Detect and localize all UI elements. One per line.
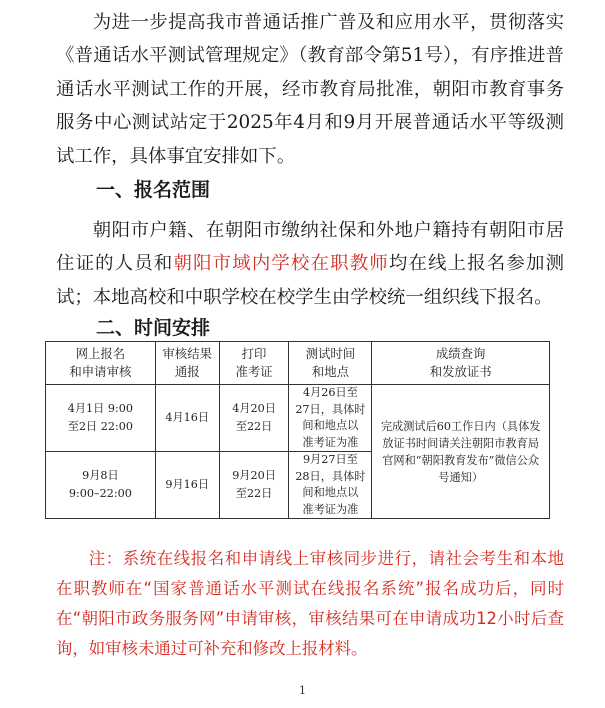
header-print: 打印 准考证 [219,342,289,385]
row2-signup: 9月8日 9:00–22:00 [46,452,156,519]
header-exam: 测试时间 和地点 [289,342,372,385]
header-result: 成绩查询 和发放证书 [372,342,550,385]
table-header-row [46,342,550,385]
header-signup: 网上报名 和申请审核 [46,342,156,385]
row1-print: 4月20日 至22日 [219,385,289,452]
header-review: 审核结果 通报 [155,342,219,385]
page-number: 1 [299,684,306,697]
row1-exam: 4月26日至 27日，具体时 间和地点以 准考证为准 [289,385,372,452]
section-heading-schedule: 二、时间安排 [96,317,211,339]
row1-signup: 4月1日 9:00 至2日 22:00 [46,385,156,452]
row2-print: 9月20日 至22日 [219,452,289,519]
result-note-cell: 完成测试后60工作日内（具体发放证书时间请关注朝阳市教育局官网和“朝阳教育发布”微信公众号通知） [372,385,550,519]
signup-scope-paragraph [56,214,564,314]
row2-exam: 9月27日至 28日，具体时 间和地点以 准考证为准 [289,452,372,519]
row2-review: 9月16日 [155,452,219,519]
note-paragraph: 注：系统在线报名和申请线上审核同步进行，请社会考生和本地在职教师在“国家普通话水平测试在线报名系统”报名成功后，同时在“朝阳市政务服务网”申请审核，审核结果可在申请成功12小时后查询，如审核未通过可补充和修改上报材料。 [56,549,564,658]
section-heading-signup-scope: 一、报名范围 [96,179,211,201]
schedule-table [45,341,550,519]
row1-review: 4月16日 [155,385,219,452]
scope-text-before: 朝阳市户籍、在朝阳市缴纳社保和外地户籍持有朝阳市居住证的人员和 [56,220,564,275]
intro-paragraph: 为进一步提高我市普通话推广普及和应用水平，贯彻落实《普通话水平测试管理规定》（教育部令第51号），有序推进普通话水平测试工作的开展，经市教育局批准，朝阳市教育事务服务中心测试站定于2025年4月和9月开展普通话水平等级测试工作，具体事宜安排如下。 [56,12,564,167]
scope-text-after: 均在线上报名参加测试；本地高校和中职学校在校学生由学校统一组织线下报名。 [56,253,564,308]
scope-highlight-teachers: 朝阳市域内学校在职教师 [173,253,389,275]
table-row [46,385,550,452]
